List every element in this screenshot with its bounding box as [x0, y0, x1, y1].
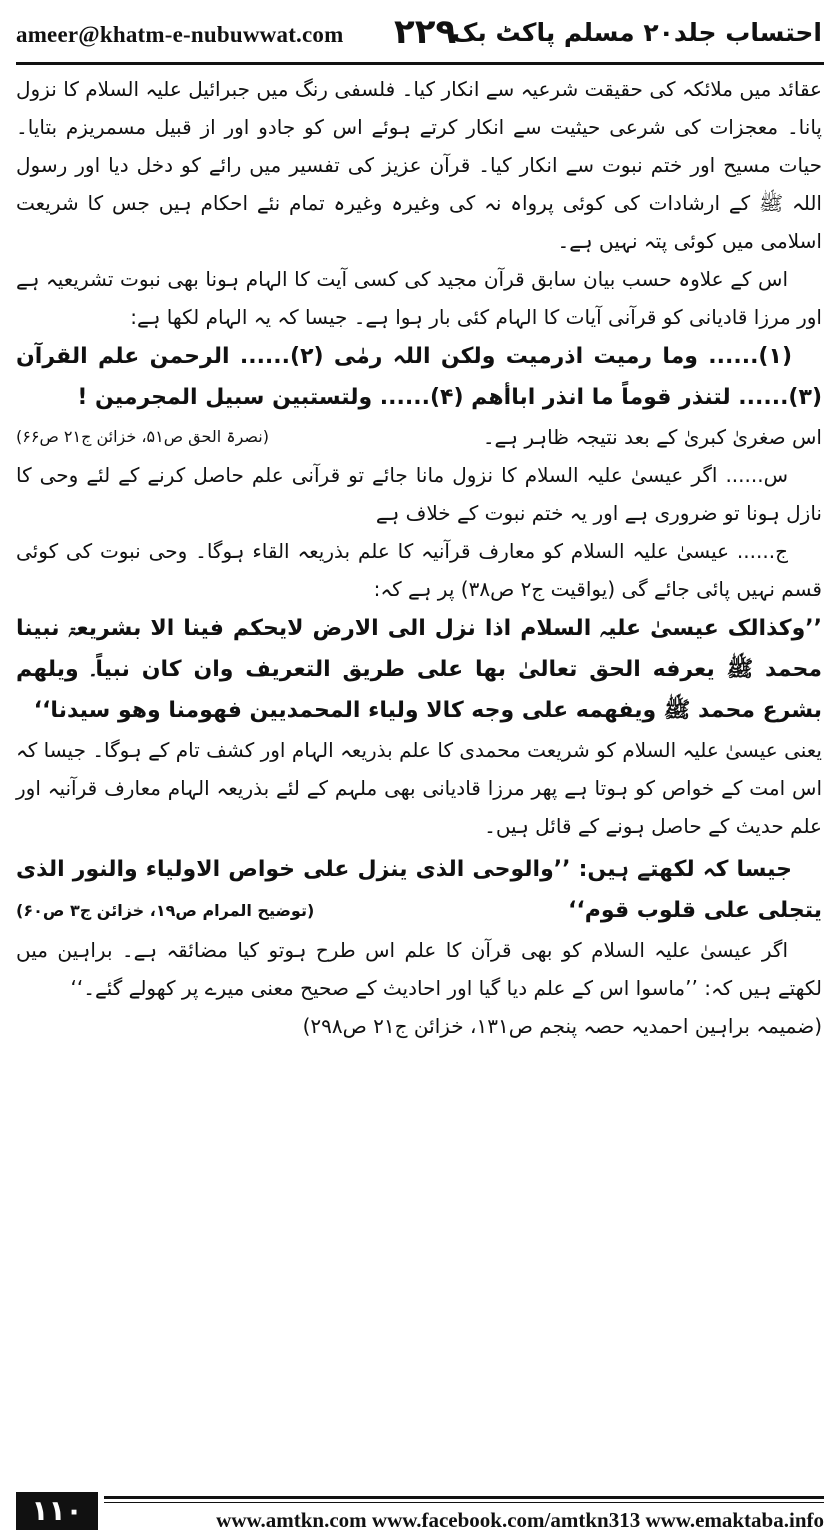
- reference-barahin: (ضمیمہ براہین احمدیہ حصہ پنجم ص۱۳۱، خزائن ج۲۱ ص۲۹۸): [302, 1014, 822, 1038]
- page-header: [16, 14, 824, 60]
- paragraph-1: عقائد میں ملائکہ کی حقیقت شرعیہ سے انکار کیا۔ فلسفی رنگ میں جبرائیل علیہ السلام کا نزول پانا۔ معجزات کی شرعی حیثیت سے انکار کرتے ہوئے اس کو جادو اور از قبیل مسمریزم بتایا۔ حیات مسیح اور ختم نبوت سے انکار کیا۔ قرآن عزیز کی تفسیر میں رائے کو دخل دیا اور رسول اللہ ﷺ کے ارشادات کی کوئی پرواہ نہ کی وغیرہ وغیرہ تمام نئے احکام ہیں جس کا شریعت اسلامی میں کوئی پتہ نہیں ہے۔: [16, 77, 822, 253]
- explanation-paragraph: یعنی عیسیٰ علیہ السلام کو شریعت محمدی کا علم بذریعہ الہام اور کشف تام کے ہوگا۔ جیسا کہ اس امت کے خواص کو ہوتا ہے پھر مرزا قادیانی بھی ملہم کے لئے بذریعہ الہام معارف قرآنیہ اور علم حدیث کے حاصل ہونے کے قائل ہیں۔: [16, 738, 822, 838]
- quran-ilham-verses: (۱)...... وما رمیت اذرمیت ولکن اللہ رمٰی (۲)...... الرحمن علم القرآن (۳)...... لتنذر قوماً ما انذر اباأھم (۴)...... ولتستبین سبیل المجرمین !: [16, 344, 822, 410]
- reference-tawzih-ul-maram: (توضیح المرام ص۱۹، خزائن ج۳ ص۶۰): [16, 901, 315, 920]
- header-book-title: احتساب جلد۲۰ مسلم پاکٹ بک: [451, 18, 822, 47]
- paragraph-2: اس کے علاوہ حسب بیان سابق قرآن مجید کی کسی آیت کا الہام ہونا بھی نبوت تشریعیہ ہے اور مرزا قادیانی کو قرآنی آیات کا الہام کئی بار ہوا ہے۔ جیسا کہ یہ الہام لکھا ہے:: [16, 267, 822, 329]
- tawzih-quote-intro: جیسا کہ لکھتے ہیں:: [578, 857, 793, 882]
- header-page-number: ۲۲۹: [394, 12, 457, 52]
- header-divider: [16, 62, 824, 65]
- closing-paragraph: اگر عیسیٰ علیہ السلام کو بھی قرآن کا علم اس طرح ہوتو کیا مضائقہ ہے۔ براہین میں لکھتے ہیں کہ: ’’ماسوا اس کے علم دیا گیا اور احادیث کے صحیح معنی میرے پر کھولے گئے۔‘‘: [16, 938, 822, 1000]
- quran-ilham-conclusion: [16, 418, 822, 456]
- reference-nusrat-ul-haq: (نصرۃ الحق ص۵۱، خزائن ج۲۱ ص۶۶): [16, 427, 269, 446]
- footer-divider-thick: [104, 1496, 824, 1499]
- arabic-quote-yawaqit: ’’وکذالک عیسیٰ علیہ السلام اذا نزل الی الارض لایحکم فینا الا بشریعۃ نبینا محمد ﷺ یعرفه الحق تعالیٰ بها علی طریق التعریف وان کان نبیاً۔ ویلھم بشرع محمد ﷺ ویفهمه علی وجه کالا ولیاء المحمدیین فهومنا وهو سیدنا‘‘: [16, 616, 822, 723]
- answer-paragraph: ج...... عیسیٰ علیہ السلام کو معارف قرآنیہ کا علم بذریعہ القاء ہوگا۔ وحی نبوت کی کوئی قسم نہیں پائی جائے گی (یواقیت ج۲ ص۳۸) پر ہے کہ:: [16, 539, 822, 601]
- question-paragraph: س...... اگر عیسیٰ علیہ السلام کا نزول مانا جائے تو قرآنی علم حاصل کرنے کے لئے وحی کا نازل ہونا تو ضروری ہے اور یہ ختم نبوت کے خلاف ہے: [16, 463, 822, 525]
- footer-page-number: ۱۱۰: [16, 1492, 98, 1530]
- footer-divider-thin: [104, 1502, 824, 1503]
- footer-website-links: www.amtkn.com www.facebook.com/amtkn313 www.emaktaba.info: [216, 1508, 824, 1532]
- tawzih-quote-text: ’’والوحی الذی ینزل علی خواص الاولیاء والنور الذی یتجلی علی قلوب قوم‘‘: [16, 857, 822, 923]
- tawzih-quote: [16, 849, 822, 931]
- page-body: [16, 70, 822, 1045]
- conclusion-text: اس صغریٰ کبریٰ کے بعد نتیجہ ظاہر ہے۔: [482, 425, 822, 449]
- page-footer: [0, 1488, 840, 1540]
- header-email: ameer@khatm-e-nubuwwat.com: [16, 22, 344, 47]
